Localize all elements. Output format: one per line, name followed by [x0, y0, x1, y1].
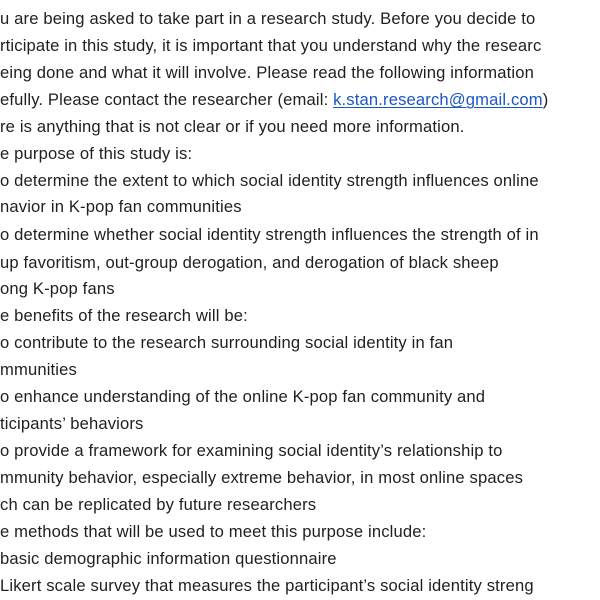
researcher-email-link[interactable]: k.stan.research@gmail.com — [333, 90, 543, 109]
intro-line-2: rticipate in this study, it is important that you understand why the researc — [0, 36, 542, 55]
benefits-item-3-line-1: o provide a framework for examining social identity’s relationship to — [0, 441, 503, 460]
intro-line-4 — [0, 92, 548, 109]
purpose-item-1-line-2: navior in K-pop fan communities — [0, 197, 242, 216]
benefits-item-1-line-1: o contribute to the research surrounding social identity in fan — [0, 333, 454, 352]
methods-heading: e methods that will be used to meet this purpose include: — [0, 522, 427, 541]
purpose-item-2-line-3: ong K-pop fans — [0, 279, 115, 298]
intro-line-4-text: efully. Please contact the researcher (email: — [0, 90, 334, 109]
purpose-heading: e purpose of this study is: — [0, 144, 193, 163]
benefits-item-2-line-1: o enhance understanding of the online K-pop fan community and — [0, 387, 486, 406]
intro-line-5: re is anything that is not clear or if you need more information. — [0, 117, 465, 136]
purpose-item-1-line-1: o determine the extent to which social identity strength influences online — [0, 171, 539, 190]
methods-item-2: Likert scale survey that measures the participant’s social identity streng — [0, 576, 534, 595]
benefits-item-3-line-2: mmunity behavior, especially extreme behavior, in most online spaces — [0, 468, 524, 487]
benefits-item-2-line-2: ticipants’ behaviors — [0, 414, 144, 433]
purpose-item-2-line-2: up favoritism, out-group derogation, and derogation of black sheep — [0, 253, 499, 272]
intro-line-3: eing done and what it will involve. Please read the following information — [0, 63, 534, 82]
intro-line-1: u are being asked to take part in a research study. Before you decide to — [0, 9, 536, 28]
intro-line-4-end: ) — [542, 90, 549, 109]
purpose-item-2-line-1: o determine whether social identity strength influences the strength of in — [0, 225, 539, 244]
methods-item-1: basic demographic information questionnaire — [0, 549, 337, 568]
benefits-heading: e benefits of the research will be: — [0, 306, 248, 325]
benefits-item-3-line-3: ch can be replicated by future researchers — [0, 495, 317, 514]
benefits-item-1-line-2: mmunities — [0, 360, 77, 379]
